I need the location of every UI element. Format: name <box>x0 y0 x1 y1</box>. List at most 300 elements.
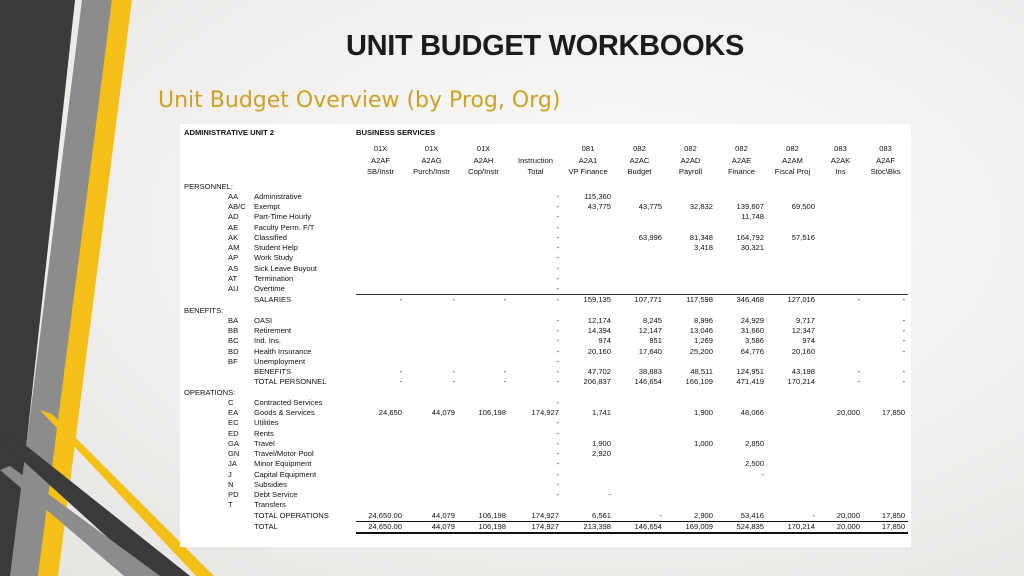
amount-cell <box>614 418 665 428</box>
object-code: EC <box>228 418 239 428</box>
amount-cell <box>458 449 509 459</box>
amount-cell <box>614 408 665 418</box>
column-header-org: A2AF <box>876 155 896 165</box>
line-description: Termination <box>254 273 294 283</box>
amount-cell: - <box>812 510 815 520</box>
object-code: N <box>228 479 234 489</box>
amount-cell <box>614 357 665 367</box>
amount-cell <box>818 212 863 222</box>
object-code <box>184 521 252 533</box>
column-header-org: A2AC <box>629 155 650 165</box>
amount-cell <box>356 449 405 459</box>
amount-cell <box>356 429 405 439</box>
object-code: JA <box>228 459 237 469</box>
amount-cell <box>863 223 908 233</box>
amount-cell: 174,927 <box>509 521 562 533</box>
amount-cell <box>818 470 863 480</box>
amount-cell: 2,920 <box>591 449 611 458</box>
amount-cell: 146,654 <box>614 521 665 533</box>
column-header-row <box>184 166 908 178</box>
amount-cell <box>562 223 614 233</box>
amount-cell <box>356 284 405 295</box>
line-description: Travel/Motor Pool <box>254 449 314 458</box>
column-header-name: Ins <box>835 167 846 176</box>
amount-cell: - <box>452 377 455 387</box>
amount-cell: 174,927 <box>531 510 559 520</box>
amount-cell: 13,046 <box>689 326 713 335</box>
amount-cell <box>716 284 767 295</box>
amount-cell <box>356 274 405 284</box>
table-row <box>184 253 908 263</box>
amount-cell <box>405 459 458 469</box>
table-row <box>184 377 908 387</box>
amount-cell <box>863 470 908 480</box>
column-header-prog <box>509 143 562 155</box>
amount-cell: 8,996 <box>693 315 713 325</box>
object-code <box>184 295 252 306</box>
column-header-row <box>184 155 908 167</box>
amount-cell: 524,835 <box>716 521 767 533</box>
amount-cell <box>405 264 458 274</box>
column-header-org: A2AK <box>830 155 851 165</box>
line-description: Health Insurance <box>254 346 312 356</box>
column-header-prog: 083 <box>879 144 892 153</box>
amount-cell <box>863 429 908 439</box>
amount-cell: - <box>902 367 906 376</box>
amount-cell <box>356 264 405 274</box>
amount-cell <box>405 274 458 284</box>
amount-cell: 170,214 <box>787 377 815 387</box>
amount-cell <box>767 192 818 202</box>
line-description: Goods & Services <box>254 408 315 417</box>
table-row <box>184 202 908 212</box>
amount-cell <box>716 274 767 284</box>
amount-cell: 53,416 <box>740 510 764 520</box>
amount-cell <box>665 490 716 500</box>
line-description: Part-Time Hourly <box>254 212 312 222</box>
amount-cell <box>405 470 458 480</box>
object-code: AA <box>228 191 239 201</box>
line-description: Exempt <box>254 202 280 211</box>
amount-cell <box>818 233 863 243</box>
amount-cell <box>356 233 405 243</box>
amount-cell: 166,109 <box>685 377 713 387</box>
amount-cell: - <box>556 479 559 489</box>
amount-cell: 17,850 <box>863 521 908 533</box>
amount-cell: - <box>556 438 559 448</box>
amount-cell: 127,016 <box>767 295 818 306</box>
column-header-org: A2AH <box>473 155 494 165</box>
amount-cell: 24,650 <box>378 408 402 417</box>
amount-cell <box>767 490 818 500</box>
amount-cell <box>562 253 614 263</box>
line-description: OASI <box>254 315 273 325</box>
amount-cell: - <box>556 449 559 458</box>
amount-cell <box>818 264 863 274</box>
amount-cell: 8,245 <box>642 315 662 325</box>
amount-cell <box>509 500 562 510</box>
line-description: Overtime <box>254 284 285 294</box>
object-code: GA <box>228 438 239 448</box>
amount-cell <box>818 223 863 233</box>
amount-cell: - <box>818 295 863 306</box>
table-row <box>184 326 908 336</box>
amount-cell <box>863 192 908 202</box>
object-code: GN <box>228 449 240 458</box>
amount-cell: 20,160 <box>791 346 815 356</box>
amount-cell <box>818 429 863 439</box>
table-row <box>184 500 908 510</box>
amount-cell <box>458 223 509 233</box>
amount-cell: 974 <box>598 336 611 346</box>
amount-cell <box>405 326 458 336</box>
object-code: EA <box>228 408 239 417</box>
amount-cell <box>767 398 818 408</box>
object-code: AU <box>228 284 239 294</box>
amount-cell <box>405 500 458 510</box>
amount-cell <box>405 357 458 367</box>
amount-cell <box>405 192 458 202</box>
line-description: Administrative <box>254 191 302 201</box>
amount-cell: 1,900 <box>591 438 611 448</box>
column-header-name: SB/Instr <box>366 167 394 176</box>
amount-cell: 146,654 <box>634 377 662 387</box>
amount-cell <box>458 253 509 263</box>
amount-cell <box>562 243 614 253</box>
amount-cell: 1,900 <box>693 408 713 417</box>
amount-cell: - <box>556 428 559 438</box>
amount-cell <box>356 326 405 336</box>
amount-cell: 25,200 <box>689 346 713 356</box>
amount-cell: 12,347 <box>791 326 815 335</box>
column-header-row <box>184 143 908 155</box>
amount-cell <box>458 274 509 284</box>
column-header-org: A2AE <box>731 155 752 165</box>
amount-cell <box>767 243 818 253</box>
amount-cell <box>818 490 863 500</box>
amount-cell <box>562 459 614 469</box>
column-header-org: A2AG <box>421 155 442 165</box>
amount-cell <box>665 192 716 202</box>
amount-cell <box>767 253 818 263</box>
amount-cell <box>716 223 767 233</box>
amount-cell: - <box>556 315 559 325</box>
object-code: BF <box>228 356 238 366</box>
line-description: Debt Service <box>254 490 298 499</box>
amount-cell: 851 <box>649 336 662 346</box>
column-header-org: A2AM <box>782 155 803 165</box>
amount-cell <box>356 470 405 480</box>
object-code: AT <box>228 273 238 283</box>
section-label: BENEFITS: <box>184 305 224 315</box>
object-code: AD <box>228 212 239 222</box>
amount-cell: 164,792 <box>736 232 764 242</box>
amount-cell: 107,771 <box>614 295 665 306</box>
amount-cell <box>356 357 405 367</box>
amount-cell <box>863 418 908 428</box>
amount-cell <box>458 316 509 326</box>
object-code: AB/C <box>228 202 246 211</box>
amount-cell <box>665 459 716 469</box>
amount-cell: 159,135 <box>562 295 614 306</box>
amount-cell: 24,650.00 <box>368 510 402 520</box>
amount-cell: 974 <box>802 336 815 346</box>
amount-cell <box>356 336 405 346</box>
amount-cell <box>716 429 767 439</box>
amount-cell <box>767 418 818 428</box>
amount-cell <box>614 459 665 469</box>
amount-cell <box>458 480 509 490</box>
amount-cell: 12,174 <box>587 315 611 325</box>
amount-cell: 17,850 <box>881 408 906 417</box>
amount-cell <box>458 500 509 510</box>
amount-cell <box>863 233 908 243</box>
column-header-name: Total <box>527 167 544 176</box>
amount-cell <box>665 418 716 428</box>
amount-cell <box>562 284 614 295</box>
amount-cell: - <box>399 367 402 376</box>
amount-cell: - <box>556 346 559 356</box>
amount-cell <box>458 439 509 449</box>
amount-cell: 106,198 <box>478 408 506 417</box>
amount-cell <box>562 233 614 243</box>
amount-cell <box>863 264 908 274</box>
column-header-prog: 01X <box>476 144 491 153</box>
amount-cell <box>562 357 614 367</box>
table-row <box>184 439 908 449</box>
amount-cell <box>356 459 405 469</box>
object-code: T <box>228 500 233 510</box>
amount-cell <box>767 212 818 222</box>
amount-cell: - <box>356 295 405 306</box>
amount-cell <box>614 192 665 202</box>
amount-cell: 24,650.00 <box>356 521 405 533</box>
column-header-org: A2AF <box>371 155 390 165</box>
amount-cell <box>716 253 767 263</box>
amount-cell <box>818 274 863 284</box>
amount-cell: 20,000 <box>836 408 860 417</box>
amount-cell <box>767 439 818 449</box>
object-code: AP <box>228 253 239 263</box>
amount-cell <box>665 500 716 510</box>
table-row <box>184 274 908 284</box>
amount-cell <box>356 500 405 510</box>
object-code: AK <box>228 232 239 242</box>
amount-cell <box>863 284 908 295</box>
line-description: Utilities <box>254 418 279 428</box>
table-row <box>184 223 908 233</box>
amount-cell <box>614 284 665 295</box>
amount-cell <box>614 274 665 284</box>
amount-cell <box>356 480 405 490</box>
amount-cell <box>405 398 458 408</box>
amount-cell: - <box>556 490 559 499</box>
amount-cell <box>665 253 716 263</box>
amount-cell: - <box>556 418 559 428</box>
amount-cell <box>356 347 405 357</box>
amount-cell <box>562 274 614 284</box>
column-header-prog: 083 <box>834 144 847 153</box>
amount-cell <box>716 480 767 490</box>
amount-cell <box>863 253 908 263</box>
line-description: Student Help <box>254 243 298 252</box>
amount-cell: 346,468 <box>716 295 767 306</box>
amount-cell <box>818 347 863 357</box>
column-header-name: Cop/Instr <box>468 167 499 176</box>
amount-cell: 43,198 <box>791 367 815 376</box>
amount-cell: 12,147 <box>638 326 662 335</box>
amount-cell <box>458 459 509 469</box>
amount-cell <box>767 357 818 367</box>
amount-cell <box>405 336 458 346</box>
amount-cell <box>818 449 863 459</box>
amount-cell <box>458 192 509 202</box>
amount-cell: 63,996 <box>638 232 662 242</box>
amount-cell: 139,607 <box>736 202 764 211</box>
amount-cell <box>665 212 716 222</box>
amount-cell: - <box>556 222 559 232</box>
amount-cell <box>716 398 767 408</box>
amount-cell <box>818 284 863 295</box>
amount-cell: - <box>902 346 906 356</box>
table-row <box>184 449 908 459</box>
column-header-prog: 01X <box>424 144 439 153</box>
table-row <box>184 490 908 500</box>
amount-cell <box>818 439 863 449</box>
amount-cell <box>863 202 908 212</box>
amount-cell: - <box>556 356 559 366</box>
line-description: BENEFITS <box>254 367 292 376</box>
amount-cell: 3,418 <box>693 243 713 252</box>
object-code: ED <box>228 428 239 438</box>
amount-cell <box>405 347 458 357</box>
amount-cell <box>767 274 818 284</box>
amount-cell <box>458 347 509 357</box>
amount-cell <box>562 398 614 408</box>
section-row <box>184 388 908 398</box>
amount-cell <box>614 439 665 449</box>
object-code <box>184 511 252 522</box>
amount-cell: 117,598 <box>665 295 716 306</box>
amount-cell <box>562 470 614 480</box>
group-label: BUSINESS SERVICES <box>356 128 436 137</box>
table-row <box>184 429 908 439</box>
amount-cell <box>818 192 863 202</box>
object-code: C <box>228 397 234 407</box>
amount-cell: 124,951 <box>736 367 764 376</box>
amount-cell <box>562 418 614 428</box>
column-header-prog: 082 <box>786 144 799 153</box>
amount-cell: 30,321 <box>740 243 764 252</box>
object-code: AE <box>228 222 239 232</box>
table-title-row <box>184 127 908 139</box>
amount-cell <box>863 459 908 469</box>
amount-cell <box>405 490 458 500</box>
amount-cell <box>614 398 665 408</box>
amount-cell <box>356 398 405 408</box>
amount-cell <box>818 459 863 469</box>
page-title: UNIT BUDGET WORKBOOKS <box>345 30 745 62</box>
amount-cell: 206,837 <box>583 377 611 387</box>
amount-cell <box>818 326 863 336</box>
amount-cell <box>716 192 767 202</box>
line-description: Unemployment <box>254 356 306 366</box>
line-description: TOTAL <box>254 522 278 531</box>
amount-cell <box>665 480 716 490</box>
amount-cell <box>356 418 405 428</box>
amount-cell: - <box>458 295 509 306</box>
amount-cell <box>562 480 614 490</box>
amount-cell <box>818 398 863 408</box>
amount-cell: - <box>857 377 860 387</box>
table-row <box>184 357 908 367</box>
table-row <box>184 398 908 408</box>
amount-cell <box>614 223 665 233</box>
line-description: Rents <box>254 428 274 438</box>
amount-cell: 14,394 <box>587 326 611 335</box>
amount-cell <box>818 418 863 428</box>
amount-cell: 213,398 <box>562 521 614 533</box>
amount-cell: - <box>863 295 908 306</box>
object-code: PD <box>228 490 239 499</box>
amount-cell: 170,214 <box>767 521 818 533</box>
line-description: Contracted Services <box>254 397 323 407</box>
amount-cell <box>458 470 509 480</box>
line-description: Classified <box>254 232 287 242</box>
amount-cell <box>665 398 716 408</box>
amount-cell: 47,702 <box>587 367 611 376</box>
column-header-prog: 081 <box>581 144 595 153</box>
amount-cell: 2,500 <box>744 459 764 469</box>
amount-cell <box>614 470 665 480</box>
amount-cell <box>405 316 458 326</box>
amount-cell <box>356 202 405 212</box>
amount-cell: - <box>556 469 559 479</box>
amount-cell <box>562 500 614 510</box>
amount-cell <box>863 500 908 510</box>
amount-cell <box>405 439 458 449</box>
amount-cell <box>405 480 458 490</box>
column-header-prog: 082 <box>684 144 697 153</box>
column-header-name: VP Finance <box>568 167 608 176</box>
amount-cell: 17,850 <box>881 510 906 520</box>
amount-cell <box>356 439 405 449</box>
object-code <box>184 377 252 387</box>
amount-cell: 31,660 <box>740 326 764 335</box>
amount-cell: 17,640 <box>638 346 662 356</box>
line-description: Transfers <box>254 500 286 510</box>
line-description: Travel <box>254 438 275 448</box>
section-label: PERSONNEL: <box>184 181 233 191</box>
unit-label: ADMINISTRATIVE UNIT 2 <box>184 128 275 137</box>
amount-cell <box>665 357 716 367</box>
amount-cell <box>458 357 509 367</box>
amount-cell <box>665 274 716 284</box>
amount-cell <box>863 449 908 459</box>
amount-cell: 174,927 <box>531 408 559 417</box>
amount-cell <box>818 480 863 490</box>
amount-cell <box>458 336 509 346</box>
line-description: Work Study <box>254 253 294 263</box>
amount-cell <box>405 418 458 428</box>
table-row <box>184 480 908 490</box>
amount-cell: - <box>509 295 562 306</box>
amount-cell <box>665 284 716 295</box>
amount-cell: 32,832 <box>689 202 713 211</box>
column-header-name: Budget <box>627 167 652 176</box>
amount-cell <box>614 243 665 253</box>
amount-cell: 6,561 <box>591 510 611 520</box>
